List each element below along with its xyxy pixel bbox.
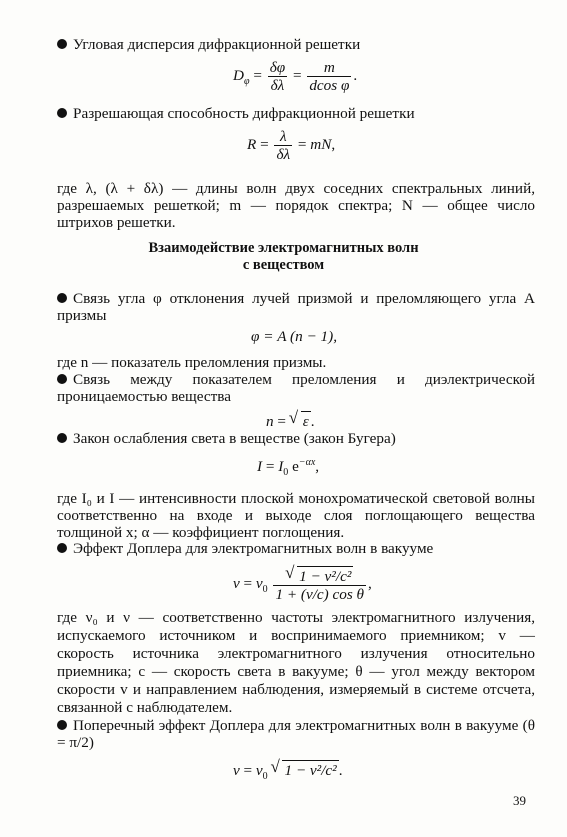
formula-prism: φ = A (n − 1), (251, 328, 337, 345)
item-resolving-power: Разрешающая способность дифракционной решетки (57, 105, 535, 122)
formula-doppler: $\nu = \nu_0$ √ $\frac{\text{1 − v²/c²}}{\text{1 + (v/c) cos θ}}$ , (233, 566, 372, 603)
sqrt-sign: √ 1 − v²/c² (271, 760, 338, 779)
doppler-note: где ν₀ и ν — соответственно частоты электромагнитного излучения, испускаемого источником и воспринимаемого приемником; v — скорость источника электромагнитного излучения относительно приемника; c — скорость света в вакууме; θ — угол между вектором скорости v и направлением наблюдения, измеряемый в системе отсчета, связанной с наблюдателем. (57, 609, 535, 716)
resolving-note: где λ, (λ + δλ) — длины волн двух соседних спектральных линий, разрешаемых решеткой; m — порядок спектра; N — общее число штрихов решетки. (57, 180, 535, 231)
item-angular-dispersion: Угловая дисперсия дифракционной решетки (57, 36, 535, 53)
formula-resolving: R = $\frac{\lambda}{\delta\lambda}$ = mN, (247, 128, 336, 163)
formula-permittivity: n = √ ε . (266, 411, 315, 430)
bouguer-note: где I₀ и I — интенсивности плоской монохроматической световой волны соответственно на входе и выходе слоя поглощающего вещества толщиной x; α — коэффициент поглощения. (57, 490, 535, 541)
item-doppler: Эффект Доплера для электромагнитных волн в вакууме (57, 540, 535, 557)
item-refraction-permittivity: Связь между показателем преломления и диэлектрической проницаемостью вещества (57, 371, 535, 405)
bullet (57, 543, 67, 553)
bullet (57, 720, 67, 730)
bullet (57, 39, 67, 49)
item-bouguer-law: Закон ослабления света в веществе (закон Бугера) (57, 430, 535, 447)
formula-bouguer: $I = I_0$ $e^{-\alpha x}$, (257, 456, 320, 479)
bullet (57, 108, 67, 118)
formula-transverse: $\nu = \nu_0$ √ 1 − v²/c² . (233, 760, 343, 779)
formula-dispersion: $D_\varphi$ = $\frac{\delta\varphi}{\delta\lambda}$ = $\frac{m}{\text{dcos φ}}$ . (233, 59, 358, 94)
item-transverse-doppler: Поперечный эффект Доплера для электромагнитных волн в вакууме (θ = π/2) (57, 717, 535, 751)
prism-note: где n — показатель преломления призмы. (57, 354, 327, 371)
item-prism-angle: Связь угла φ отклонения лучей призмой и преломляющего угла A призмы (57, 290, 535, 324)
sqrt-sign: √ 1 − v²/c² (286, 566, 353, 585)
sqrt-sign: √ ε (290, 411, 311, 430)
bullet (57, 374, 67, 384)
bullet (57, 293, 67, 303)
section-title: Взаимодействие электромагнитных волн с веществом (148, 240, 419, 273)
page-number: 39 (513, 793, 526, 808)
bullet (57, 433, 67, 443)
